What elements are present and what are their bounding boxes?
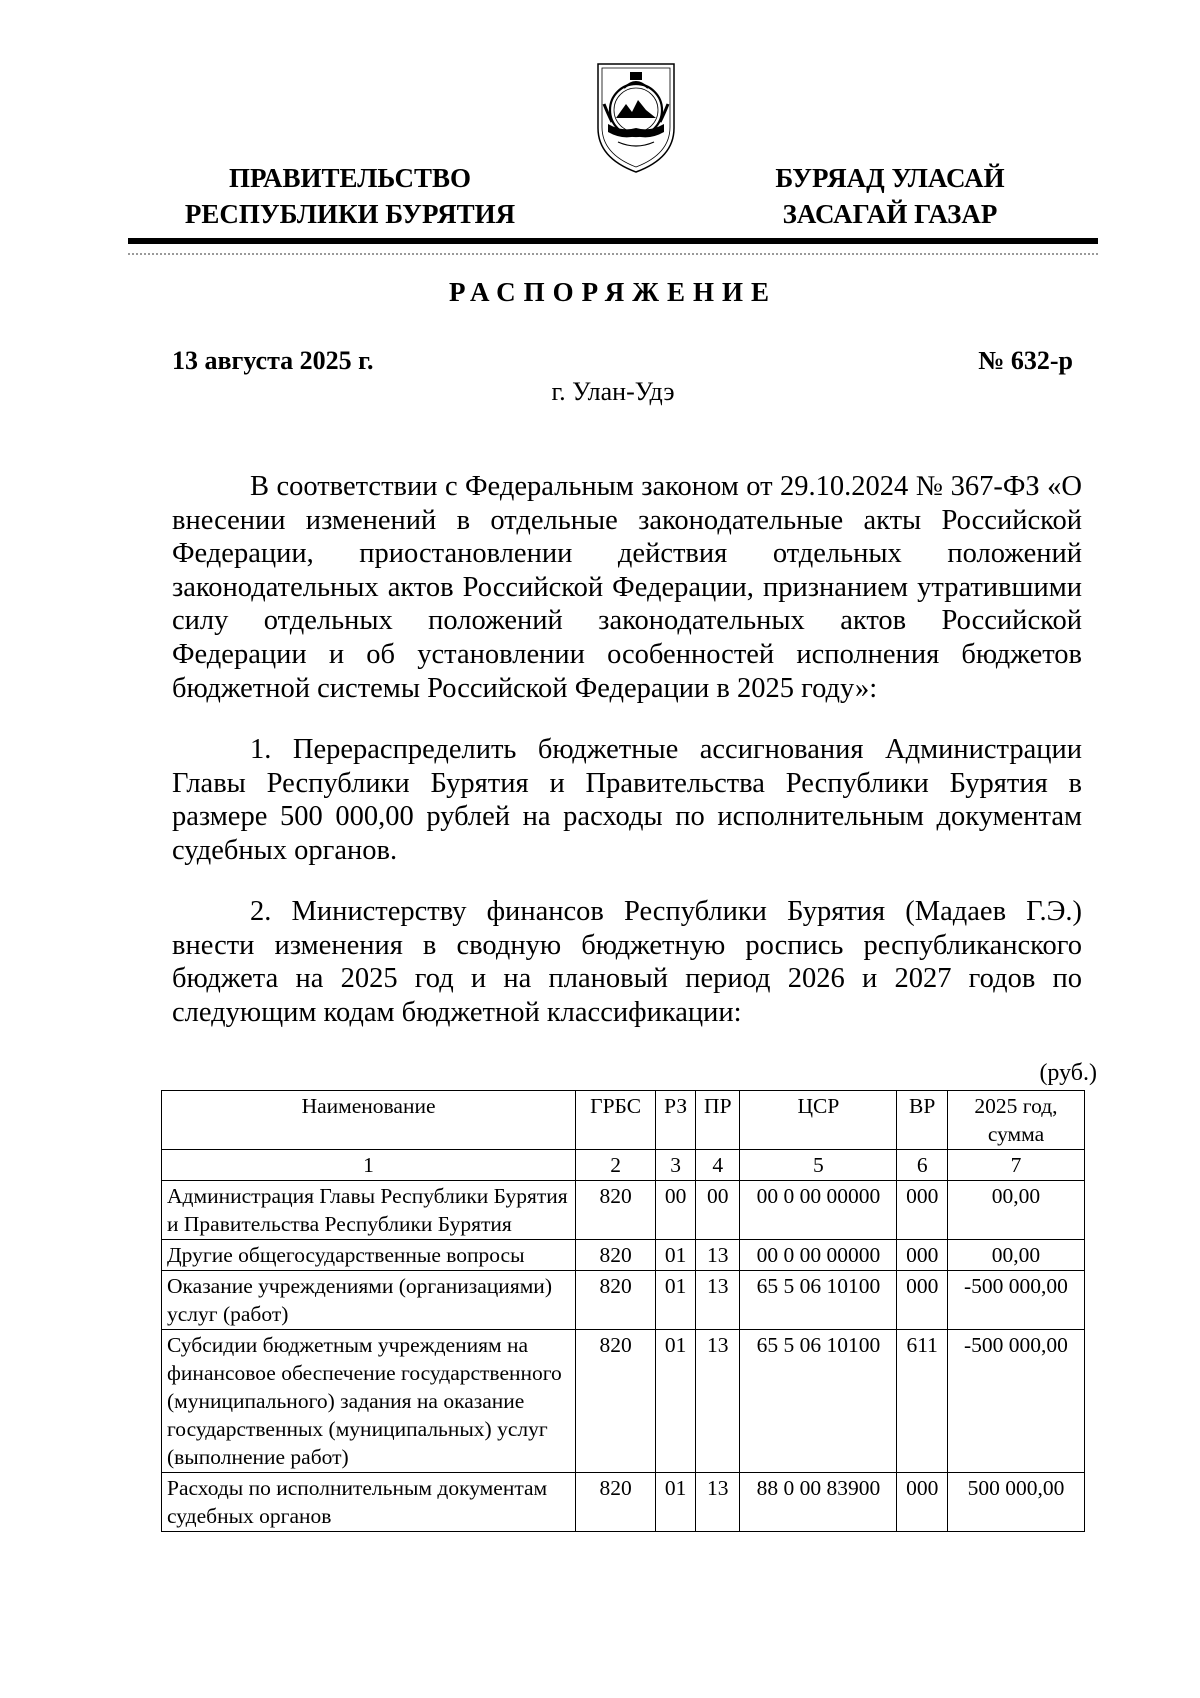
row-pr: 00 bbox=[696, 1181, 740, 1240]
row-grbs: 820 bbox=[576, 1181, 656, 1240]
row-vr: 611 bbox=[897, 1330, 948, 1473]
row-grbs: 820 bbox=[576, 1473, 656, 1532]
row-pr: 13 bbox=[696, 1330, 740, 1473]
coat-of-arms-emblem bbox=[594, 58, 678, 176]
row-sum: -500 000,00 bbox=[947, 1330, 1084, 1473]
item-2-paragraph: 2. Министерству финансов Республики Бурятия (Мадаев Г.Э.) внести изменения в сводную бюджетную роспись республиканского бюджета на 2025 год и на плановый период 2026 и 2027 годов по следующим кодам бюджетной классификации: bbox=[172, 896, 1082, 1028]
row-csr: 65 5 06 10100 bbox=[740, 1330, 897, 1473]
row-rz: 01 bbox=[656, 1240, 696, 1271]
index-cell: 2 bbox=[576, 1150, 656, 1181]
header-sum: 2025 год, сумма bbox=[947, 1091, 1084, 1150]
table-row bbox=[162, 1240, 1085, 1271]
row-rz: 01 bbox=[656, 1473, 696, 1532]
row-csr: 00 0 00 00000 bbox=[740, 1181, 897, 1240]
header-pr: ПР bbox=[696, 1091, 740, 1150]
row-sum: -500 000,00 bbox=[947, 1271, 1084, 1330]
table-header-row bbox=[162, 1091, 1085, 1150]
row-name: Расходы по исполнительным документам судебных органов bbox=[162, 1473, 576, 1532]
table-index-row bbox=[162, 1150, 1085, 1181]
row-sum: 00,00 bbox=[947, 1181, 1084, 1240]
row-rz: 01 bbox=[656, 1330, 696, 1473]
row-pr: 13 bbox=[696, 1271, 740, 1330]
document-date: 13 августа 2025 г. bbox=[172, 346, 374, 375]
row-csr: 00 0 00 00000 bbox=[740, 1240, 897, 1271]
document-number: № 632-р bbox=[978, 346, 1073, 375]
row-vr: 000 bbox=[897, 1181, 948, 1240]
header-rz: РЗ bbox=[656, 1091, 696, 1150]
row-rz: 01 bbox=[656, 1271, 696, 1330]
table-row bbox=[162, 1473, 1085, 1532]
row-pr: 13 bbox=[696, 1473, 740, 1532]
budget-classification-table bbox=[161, 1090, 1085, 1532]
government-name-buryat-line-2: ЗАСАГАЙ ГАЗАР bbox=[782, 199, 998, 229]
header-vr: ВР bbox=[897, 1091, 948, 1150]
row-grbs: 820 bbox=[576, 1240, 656, 1271]
preamble-paragraph: В соответствии с Федеральным законом от 29.10.2024 № 367-ФЗ «О внесении изменений в отдельные законодательные акты Российской Федерации, приостановлении действия отдельных положений законодательных актов Российской Федерации, признанием утратившими силу отдельных положений законодательных актов Российской Федерации и об установлении особенностей исполнения бюджетов бюджетной системы Российской Федерации в 2025 году»: bbox=[172, 471, 1082, 704]
row-grbs: 820 bbox=[576, 1330, 656, 1473]
index-cell: 7 bbox=[947, 1150, 1084, 1181]
header-csr: ЦСР bbox=[740, 1091, 897, 1150]
row-name: Администрация Главы Республики Бурятия и Правительства Республики Бурятия bbox=[162, 1181, 576, 1240]
government-name-line-2: РЕСПУБЛИКИ БУРЯТИЯ bbox=[184, 199, 516, 229]
row-vr: 000 bbox=[897, 1240, 948, 1271]
index-cell: 4 bbox=[696, 1150, 740, 1181]
header-grbs: ГРБС bbox=[576, 1091, 656, 1150]
government-name-russian bbox=[170, 160, 530, 232]
row-sum: 500 000,00 bbox=[947, 1473, 1084, 1532]
government-name-line-1: ПРАВИТЕЛЬСТВО bbox=[228, 163, 472, 193]
index-cell: 1 bbox=[162, 1150, 576, 1181]
index-cell: 5 bbox=[740, 1150, 897, 1181]
government-name-buryat-line-1: БУРЯАД УЛАСАЙ bbox=[775, 163, 1005, 193]
table-unit-label: (руб.) bbox=[1039, 1060, 1097, 1086]
index-cell: 3 bbox=[656, 1150, 696, 1181]
table-row bbox=[162, 1271, 1085, 1330]
item-1-paragraph: 1. Перераспределить бюджетные ассигнования Администрации Главы Республики Бурятия и Правительства Республики Бурятия в размере 500 000,00 рублей на расходы по исполнительным документам судебных органов. bbox=[172, 734, 1082, 866]
document-type-title: РАСПОРЯЖЕНИЕ bbox=[448, 277, 778, 307]
document-city: г. Улан-Удэ bbox=[551, 377, 675, 406]
row-csr: 65 5 06 10100 bbox=[740, 1271, 897, 1330]
table-row bbox=[162, 1181, 1085, 1240]
row-csr: 88 0 00 83900 bbox=[740, 1473, 897, 1532]
row-name: Субсидии бюджетным учреждениям на финансовое обеспечение государственного (муниципального) задания на оказание государственных (муниципальных) услуг (выполнение работ) bbox=[162, 1330, 576, 1473]
index-cell: 6 bbox=[897, 1150, 948, 1181]
header-name: Наименование bbox=[162, 1091, 576, 1150]
row-sum: 00,00 bbox=[947, 1240, 1084, 1271]
row-vr: 000 bbox=[897, 1271, 948, 1330]
row-rz: 00 bbox=[656, 1181, 696, 1240]
row-name: Другие общегосударственные вопросы bbox=[162, 1240, 576, 1271]
row-vr: 000 bbox=[897, 1473, 948, 1532]
row-name: Оказание учреждениями (организациями) услуг (работ) bbox=[162, 1271, 576, 1330]
row-pr: 13 bbox=[696, 1240, 740, 1271]
header-divider-thick bbox=[128, 238, 1098, 244]
table-row bbox=[162, 1330, 1085, 1473]
row-grbs: 820 bbox=[576, 1271, 656, 1330]
government-name-buryat bbox=[740, 160, 1040, 232]
header-divider-dotted bbox=[128, 253, 1098, 255]
